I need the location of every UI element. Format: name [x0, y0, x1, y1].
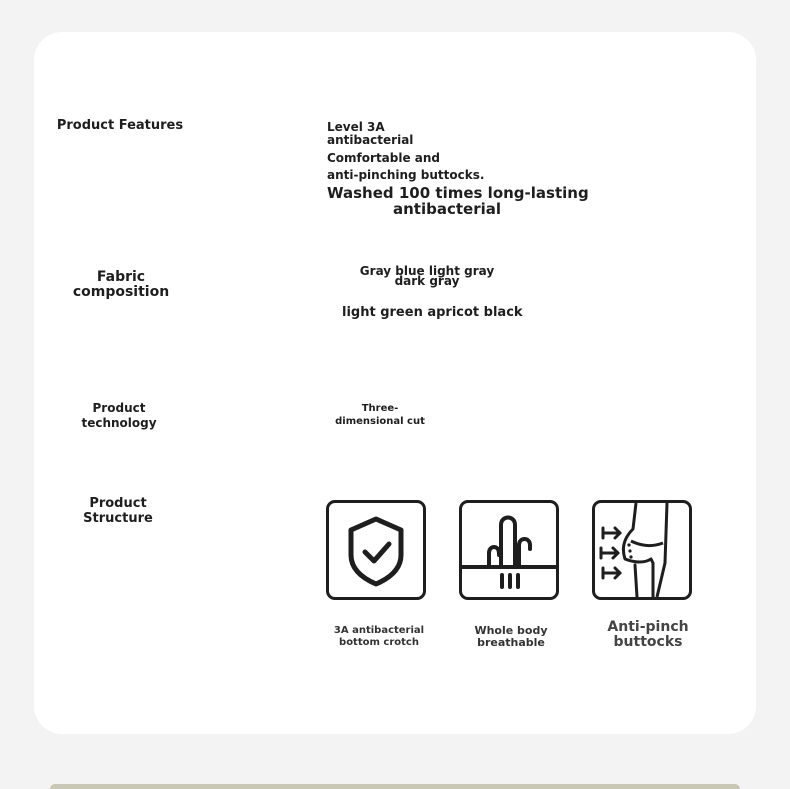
features-line1: Level 3A [327, 120, 385, 134]
anti-pinch-icon-box [592, 500, 692, 600]
structure-caption-1: 3A antibacterial bottom crotch [333, 625, 425, 648]
features-line6: antibacterial [392, 200, 501, 218]
fabric-colors-line2: light green apricot black [342, 305, 523, 320]
shield-check-icon-box [326, 500, 426, 600]
spec-card [34, 32, 756, 734]
technology-value: Three-dimensional cut [335, 403, 425, 427]
anti-pinch-icon [595, 503, 689, 597]
fabric-label: Fabric composition [72, 269, 170, 300]
breathable-icon [462, 503, 556, 597]
features-line3: Comfortable and [327, 151, 441, 165]
technology-label: Product technology [81, 401, 157, 430]
features-line5: Washed 100 times long-lasting [327, 184, 589, 202]
breathable-icon-box [459, 500, 559, 600]
structure-label: Product Structure [83, 496, 153, 526]
structure-caption-2: Whole body breathable [474, 624, 548, 649]
structure-caption-3: Anti-pinch buttocks [607, 619, 689, 650]
fabric-colors-line1: Gray blue light gray dark gray [359, 264, 495, 288]
next-section-edge [50, 784, 740, 789]
features-line4: anti-pinching buttocks. [327, 168, 485, 182]
features-line2: antibacterial [327, 133, 414, 147]
shield-check-icon [329, 503, 423, 597]
features-label: Product Features [56, 118, 184, 133]
